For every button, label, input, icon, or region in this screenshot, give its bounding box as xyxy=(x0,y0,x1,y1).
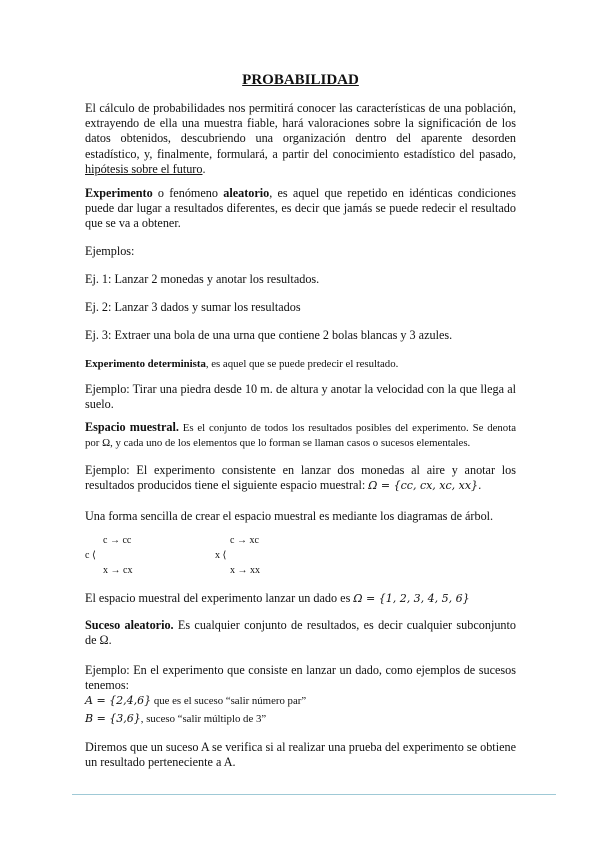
espacio-por: por Ω, xyxy=(85,437,113,449)
ejemplo-piedra: Ejemplo: Tirar una piedra desde 10 m. de altura y anotar la velocidad con la que llega al suelo. xyxy=(85,382,516,412)
intro-text: El cálculo de probabilidades nos permitirá conocer las características de una población, extrayendo de ella una muestra fiable, hará valoraciones sobre la significación de los datos obtenidos, descubriendo una organización dentro del aparente desorden estadístico, y, finalmente, formulará, a partir del conocimiento estadístico del pasado, xyxy=(85,101,516,161)
tree-right-top: c → xc xyxy=(230,535,259,546)
tree-left-top: c → cc xyxy=(103,535,132,546)
suceso-b xyxy=(85,711,516,727)
espacio-rest2: y cada uno de los elementos que lo forman se llaman casos o sucesos elementales. xyxy=(112,437,471,449)
ejemplo-monedas xyxy=(85,463,516,493)
experimento-rest: , es aquel que repetido en idénticas condiciones puede dar lugar a resultados diferentes, es decir que jamás se puede redecir el resultado que se va a obtener. xyxy=(85,186,516,231)
suceso-a-text: que es el suceso “salir número par” xyxy=(151,695,307,707)
suceso-rest: Es cualquier conjunto de resultados, es decir cualquier subconjunto de Ω. xyxy=(85,618,516,648)
page-title: PROBABILIDAD xyxy=(242,72,359,88)
aleatorio-term: aleatorio xyxy=(223,186,270,200)
tree-left-root: c ⟨ xyxy=(85,550,96,561)
ejemplo-dado: Ejemplo: En el experimento que consiste en lanzar un dado, como ejemplos de sucesos tenemos: xyxy=(85,663,516,693)
ejemplo-2: Ej. 2: Lanzar 3 dados y sumar los resultados xyxy=(85,300,301,314)
intro-end: . xyxy=(202,161,206,176)
ejemplo-monedas-text: Ejemplo: El experimento consistente en lanzar dos monedas al aire y anotar los resultados producidos tiene el siguiente espacio muestral: xyxy=(85,463,516,493)
espacio-rest1: Es el conjunto de todos los resultados posibles del experimento. Se denota xyxy=(178,422,516,434)
verifica-paragraph: Diremos que un suceso A se verifica si al realizar una prueba del experimento se obtiene un resultado perteneciente a A. xyxy=(85,740,516,770)
suceso-a xyxy=(85,693,516,709)
tree-right-root: x ⟨ xyxy=(215,550,227,561)
arbol-intro: Una forma sencilla de crear el espacio muestral es mediante los diagramas de árbol. xyxy=(85,509,494,523)
ejemplos-label: Ejemplos: xyxy=(85,244,135,258)
dado-paragraph xyxy=(85,591,516,606)
experimento-paragraph xyxy=(85,186,516,232)
ejemplo-3: Ej. 3: Extraer una bola de una urna que contiene 2 bolas blancas y 3 azules. xyxy=(85,328,453,342)
espacio-paragraph xyxy=(85,420,516,451)
suceso-term: Suceso aleatorio. xyxy=(85,618,174,632)
dado-text: El espacio muestral del experimento lanzar un dado es xyxy=(85,591,351,605)
omega-formula: Ω = {cc, cx, xc, xx}. xyxy=(368,479,482,493)
dado-formula: Ω = {1, 2, 3, 4, 5, 6} xyxy=(353,592,470,605)
ejemplo-1: Ej. 1: Lanzar 2 monedas y anotar los resultados. xyxy=(85,272,320,286)
tree-left-bottom: x → cx xyxy=(103,565,133,576)
suceso-a-formula: A = {2,4,6} xyxy=(85,694,152,707)
determinista-rest: , es aquel que se puede predecir el resultado. xyxy=(205,358,399,370)
experimento-term: Experimento xyxy=(85,186,153,200)
intro-underlined: hipótesis sobre el futuro xyxy=(85,161,203,176)
determinista-paragraph xyxy=(85,357,516,372)
footer-rule xyxy=(72,794,556,795)
tree-right-bottom: x → xx xyxy=(230,565,260,576)
determinista-term: Experimento determinista xyxy=(85,358,206,370)
experimento-mid: o fenómeno xyxy=(152,186,224,200)
suceso-paragraph xyxy=(85,618,516,648)
suceso-b-text: , suceso “salir múltiplo de 3” xyxy=(140,713,267,725)
espacio-term: Espacio muestral. xyxy=(85,420,179,434)
suceso-b-formula: B = {3,6} xyxy=(85,712,141,725)
intro-paragraph xyxy=(85,101,516,177)
